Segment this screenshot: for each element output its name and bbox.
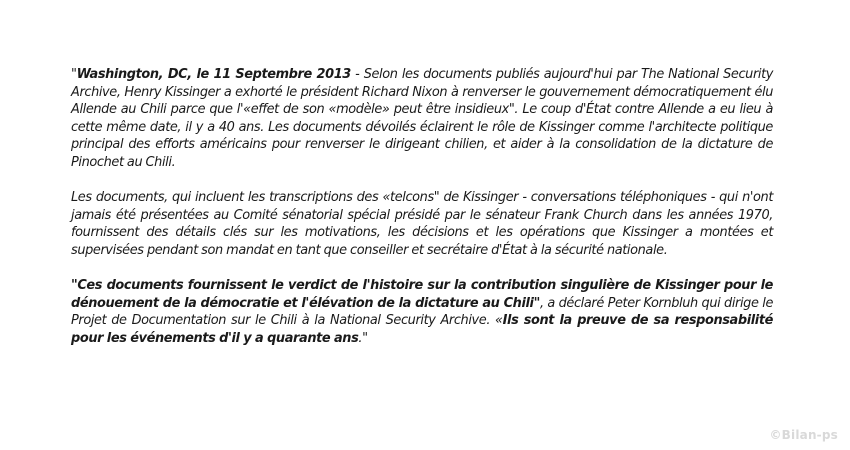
- open-quote: ": [71, 67, 77, 82]
- quote-responsibility: Ils sont la preuve de sa responsabilité pour les événements d'il y a quarante ans: [71, 313, 773, 346]
- paragraph-3: [71, 277, 773, 347]
- article-text: [71, 66, 773, 348]
- attribution: , a déclaré Peter Kornbluh qui dirige le Projet de Documentation sur le Chili à la National Security Archive. «: [71, 295, 774, 329]
- watermark: ©Bilan-ps: [769, 428, 838, 442]
- closing-quote: .": [358, 330, 368, 346]
- dateline: Washington, DC, le 11 Septembre 2013: [76, 67, 351, 82]
- paragraph-2: Les documents, qui incluent les transcriptions des «telcons" de Kissinger - conversations téléphoniques - qui n'ont jamais été présentées au Comité sénatorial spécial présidé par le sénateur Frank Church dans les années 1970, fournissent des détails clés sur les motivations, les décisions et les opérations que Kissinger a montées et supervisées pendant son mandat en tant que conseiller et secrétaire d'État à la sécurité nationale.: [71, 190, 773, 258]
- paragraph-1: [71, 66, 773, 172]
- paragraph-1-body: - Selon les documents publiés aujourd'hui par The National Security Archive, Henry Kissinger a exhorté le président Richard Nixon à renverser le gouvernement démocratiquement élu Allende au Chili parce que l'«effet de son «modèle» peut être insidieux". Le coup d'État contre Allende a eu lieu à cette même date, il y a 40 ans. Les documents dévoilés éclairent le rôle de Kissinger comme l'architecte politique principal des efforts américains pour renverser le dirigeant chilien, et aider à la consolidation de la dictature de Pinochet au Chili.: [71, 67, 773, 170]
- quote-verdict: "Ces documents fournissent le verdict de l'histoire sur la contribution singulière de Kissinger pour le dénouement de la démocratie et l'élévation de la dictature au Chili": [71, 278, 773, 311]
